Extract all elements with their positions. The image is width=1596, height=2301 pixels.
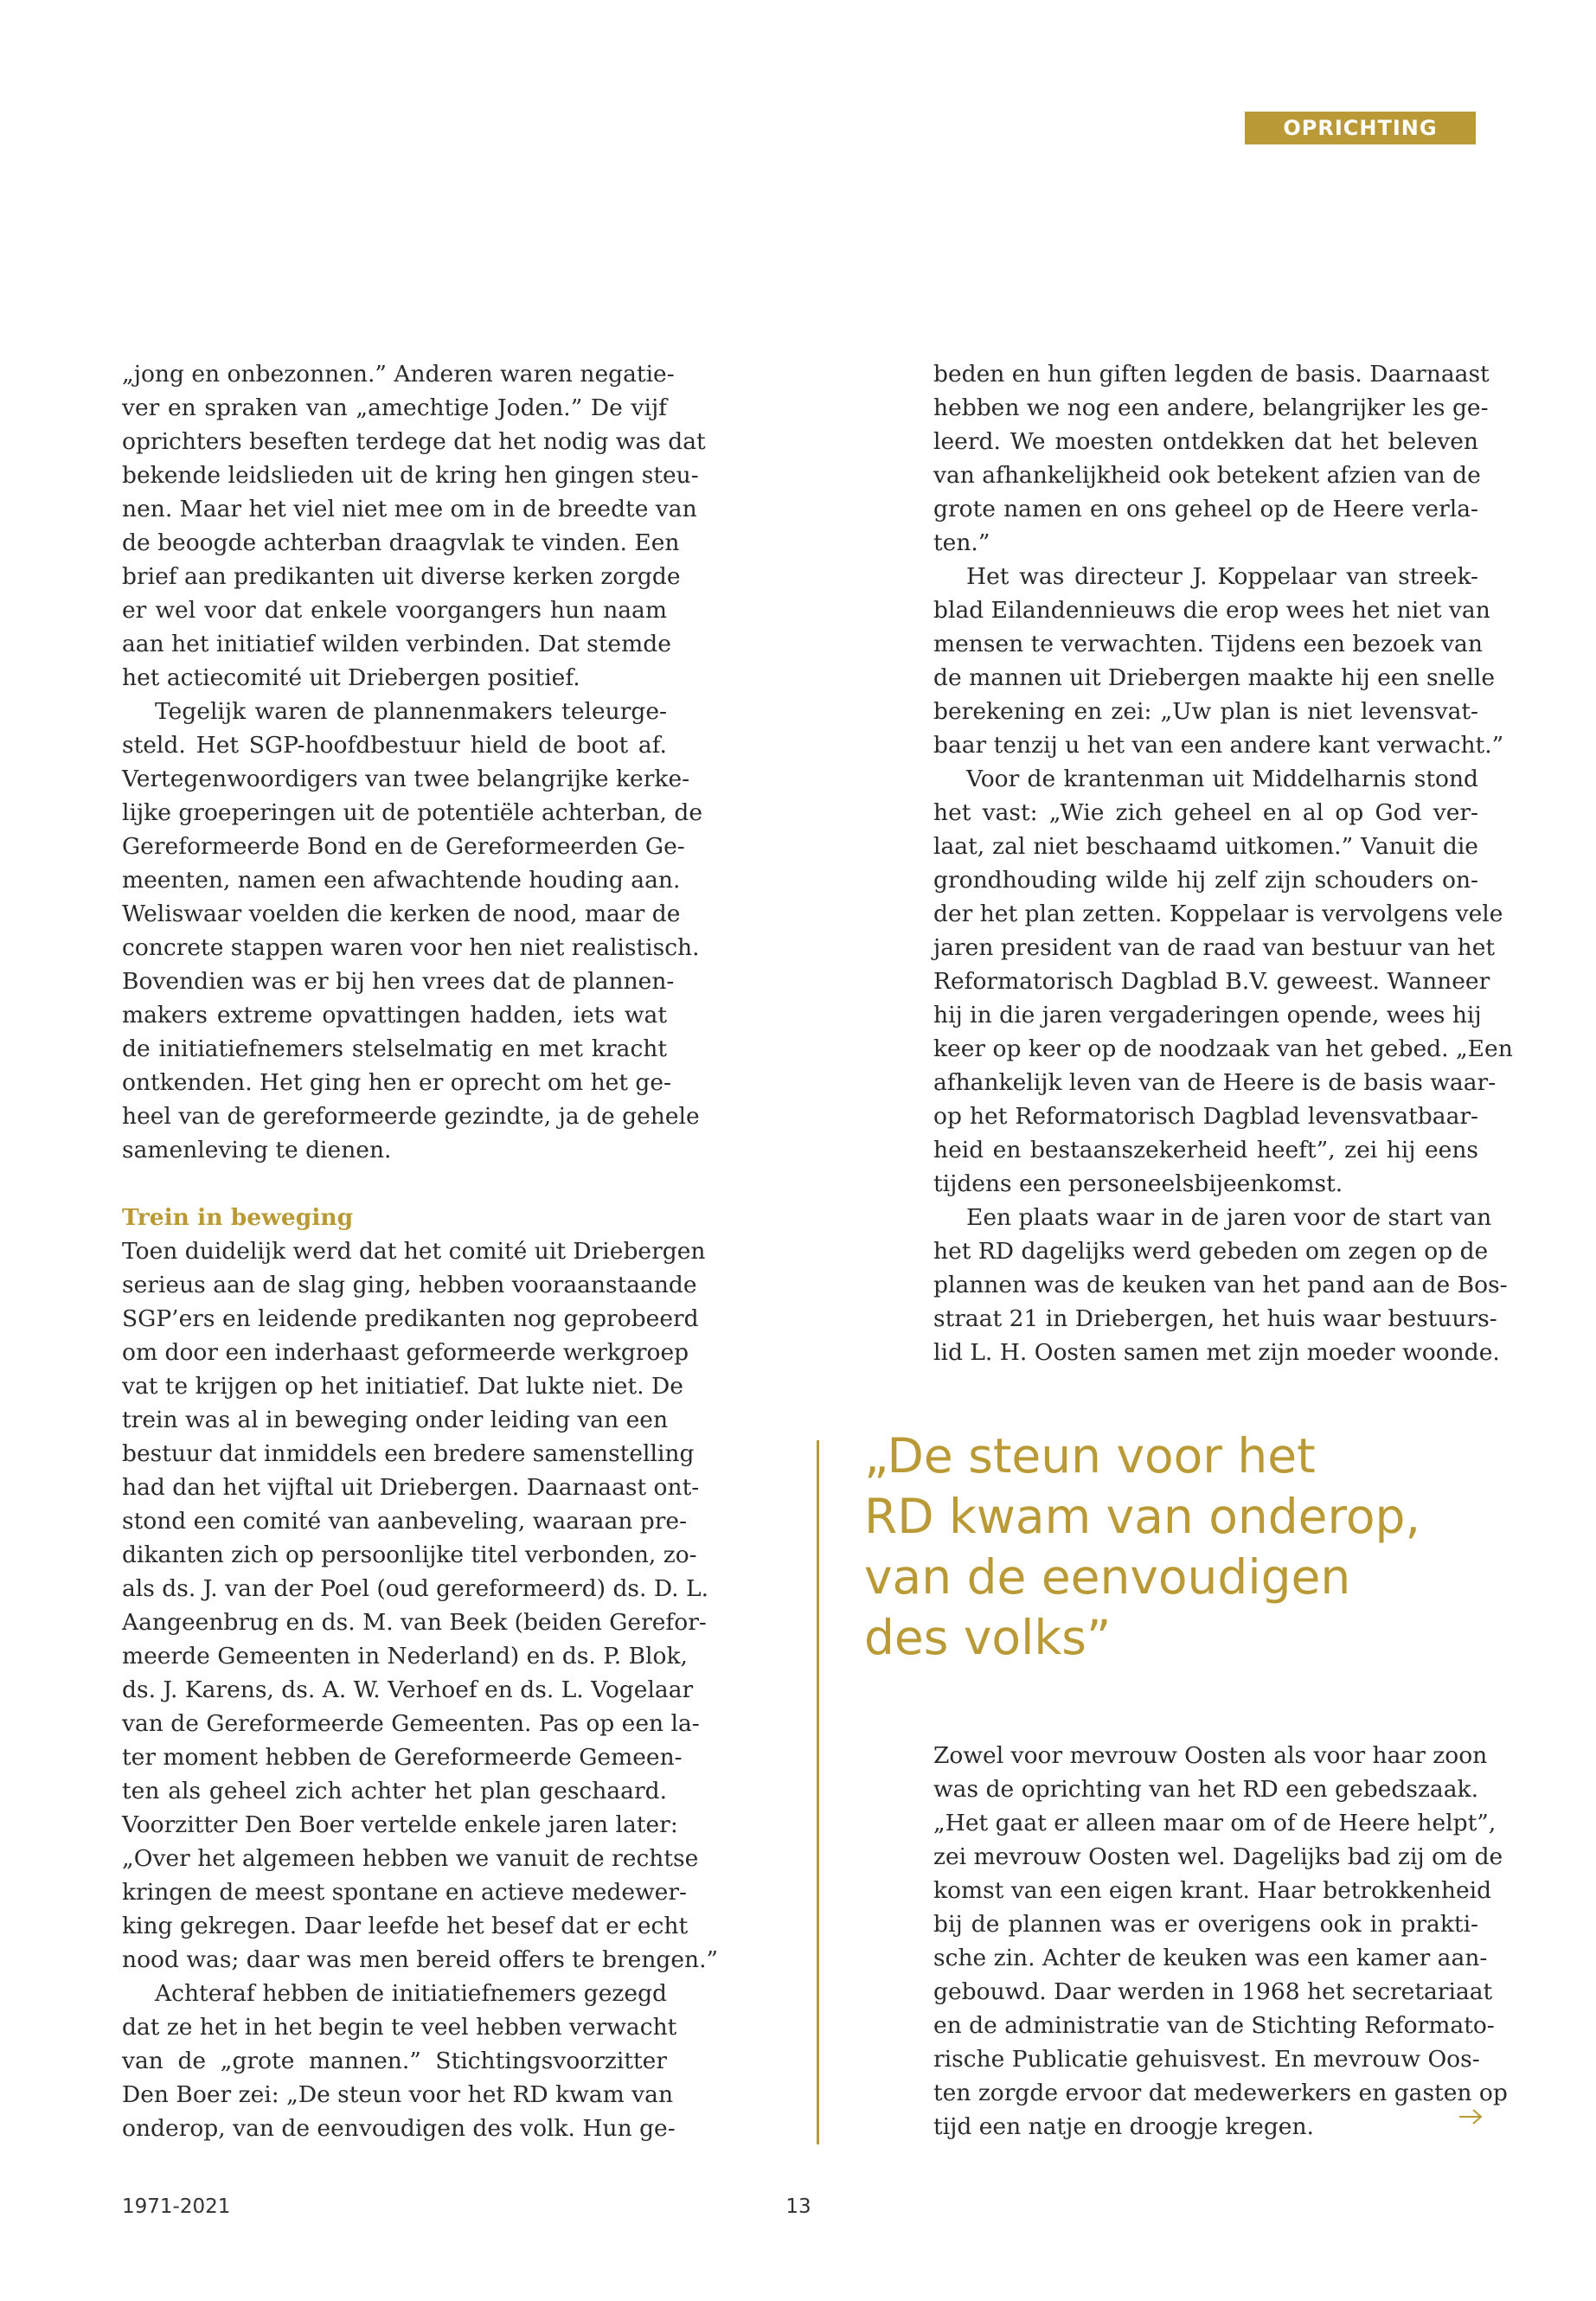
text-line: SGP’ers en leidende predikanten nog geprobeerd xyxy=(122,1305,699,1332)
article-column-right-top xyxy=(933,357,1513,1369)
text-line: samenleving te dienen. xyxy=(122,1137,392,1163)
text-line: ontkenden. Het ging hen er oprecht om het ge- xyxy=(122,1069,671,1096)
text-line: beden en hun giften legden de basis. Daarnaast xyxy=(933,361,1490,388)
text-line: grondhouding wilde hij zelf zijn schouders on- xyxy=(933,867,1478,894)
text-line: baar tenzij u het van een andere kant verwacht.” xyxy=(933,732,1504,759)
text-line: ter moment hebben de Gereformeerde Gemeen- xyxy=(122,1744,683,1771)
text-line: steld. Het SGP-hoofdbestuur hield de boot af. xyxy=(122,732,667,759)
text-line: van afhankelijkheid ook betekent afzien van de xyxy=(933,462,1481,489)
text-line: meenten, namen een afwachtende houding aan. xyxy=(122,867,681,894)
pull-quote-line: van de eenvoudigen xyxy=(864,1549,1351,1605)
text-line: Weliswaar voelden die kerken de nood, maar de xyxy=(122,901,681,927)
text-line: leerd. We moesten ontdekken dat het beleven xyxy=(933,428,1478,455)
text-line: plannen was de keuken van het pand aan de Bos- xyxy=(933,1272,1508,1298)
text-line: laat, zal niet beschaamd uitkomen.” Vanuit die xyxy=(933,833,1478,860)
text-line: berekening en zei: „Uw plan is niet levensvat- xyxy=(933,698,1478,725)
text-line: dat ze het in het begin te veel hebben verwacht xyxy=(122,2014,677,2041)
text-line: nen. Maar het viel niet mee om in de breedte van xyxy=(122,496,697,522)
text-line: de beoogde achterban draagvlak te vinden. Een xyxy=(122,529,680,556)
text-line: oprichters beseften terdege dat het nodig was dat xyxy=(122,428,706,455)
text-line: ver en spraken van „amechtige Joden.” De vijf xyxy=(122,394,667,421)
text-line: Toen duidelijk werd dat het comité uit Driebergen xyxy=(122,1238,706,1265)
text-line: makers extreme opvattingen hadden, iets wat xyxy=(122,1002,667,1029)
text-line: onderop, van de eenvoudigen des volk. Hun ge- xyxy=(122,2115,676,2142)
text-line: aan het initiatief wilden verbinden. Dat stemde xyxy=(122,631,671,657)
text-line: kringen de meest spontane en actieve medewer- xyxy=(122,1879,687,1906)
text-line: Een plaats waar in de jaren voor de start van xyxy=(966,1204,1492,1231)
text-line: concrete stappen waren voor hen niet realistisch. xyxy=(122,934,700,961)
footer-years: 1971-2021 xyxy=(122,2195,231,2218)
text-line: de mannen uit Driebergen maakte hij een snelle xyxy=(933,664,1496,691)
text-line: serieus aan de slag ging, hebben vooraanstaande xyxy=(122,1272,697,1298)
text-line: rische Publicatie gehuisvest. En mevrouw Oos- xyxy=(933,2046,1480,2073)
text-line: van de „grote mannen.” Stichtingsvoorzitter xyxy=(122,2048,667,2074)
text-line: afhankelijk leven van de Heere is de basis waar- xyxy=(933,1069,1497,1096)
text-line: het RD dagelijks werd gebeden om zegen op de xyxy=(933,1238,1489,1265)
text-line: hij in die jaren vergaderingen opende, wees hij xyxy=(933,1002,1482,1029)
article-column-right-bottom xyxy=(933,1739,1508,2144)
text-line: Bovendien was er bij hen vrees dat de plannen- xyxy=(122,968,675,995)
text-line: Reformatorisch Dagblad B.V. geweest. Wanneer xyxy=(933,968,1490,995)
text-line: Het was directeur J. Koppelaar van streek- xyxy=(966,563,1478,590)
text-line: gebouwd. Daar werden in 1968 het secretariaat xyxy=(933,1978,1493,2005)
text-line: stond een comité van aanbeveling, waaraan pre- xyxy=(122,1508,688,1535)
text-line: het actiecomité uit Driebergen positief. xyxy=(122,664,580,691)
text-line: king gekregen. Daar leefde het besef dat er echt xyxy=(122,1913,689,1939)
text-line: sche zin. Achter de keuken was een kamer aan- xyxy=(933,1945,1488,1971)
text-line: vat te krijgen op het initiatief. Dat lukte niet. De xyxy=(122,1373,683,1400)
text-line: Zowel voor mevrouw Oosten als voor haar zoon xyxy=(933,1742,1488,1769)
pull-quote-line: des volks” xyxy=(864,1610,1112,1665)
text-line: „Over het algemeen hebben we vanuit de rechtse xyxy=(122,1845,699,1872)
text-line: Aangeenbrug en ds. M. van Beek (beiden Gerefor- xyxy=(122,1609,707,1636)
pull-quote-line: „De steun voor het xyxy=(864,1428,1316,1484)
text-line: Vertegenwoordigers van twee belangrijke kerke- xyxy=(122,766,690,792)
text-line: er wel voor dat enkele voorgangers hun naam xyxy=(122,597,667,624)
text-line: Tegelijk waren de plannenmakers teleurge- xyxy=(155,698,667,725)
arrow-right-icon[interactable] xyxy=(1458,2108,1483,2125)
text-line: jaren president van de raad van bestuur van het xyxy=(933,934,1496,961)
pull-quote xyxy=(864,1426,1487,1668)
text-line: Den Boer zei: „De steun voor het RD kwam van xyxy=(122,2081,674,2108)
text-line: had dan het vijftal uit Driebergen. Daarnaast ont- xyxy=(122,1474,700,1501)
text-line: ds. J. Karens, ds. A. W. Verhoef en ds. L. Vogelaar xyxy=(122,1676,694,1703)
text-line: Voor de krantenman uit Middelharnis stond xyxy=(966,766,1478,792)
paragraph-gap xyxy=(122,1167,667,1201)
text-line: bestuur dat inmiddels een bredere samenstelling xyxy=(122,1440,695,1467)
text-line: als ds. J. van der Poel (oud gereformeerd) ds. D. L. xyxy=(122,1575,709,1602)
text-line: „Het gaat er alleen maar om of de Heere helpt”, xyxy=(933,1810,1497,1836)
text-line: grote namen en ons geheel op de Heere verla- xyxy=(933,496,1478,522)
text-line: meerde Gemeenten in Nederland) en ds. P. Blok, xyxy=(122,1643,688,1670)
text-line: blad Eilandennieuws die erop wees het niet van xyxy=(933,597,1490,624)
text-line: heid en bestaanszekerheid heeft”, zei hij eens xyxy=(933,1137,1478,1163)
text-line: tijdens een personeelsbijeenkomst. xyxy=(933,1170,1343,1197)
text-line: en de administratie van de Stichting Reformato- xyxy=(933,2012,1495,2039)
text-line: het vast: „Wie zich geheel en al op God ver- xyxy=(933,799,1478,826)
text-line: Voorzitter Den Boer vertelde enkele jaren later: xyxy=(122,1811,678,1838)
text-line: Gereformeerde Bond en de Gereformeerden Ge- xyxy=(122,833,685,860)
text-line: lid L. H. Oosten samen met zijn moeder woonde. xyxy=(933,1339,1500,1366)
text-line: van de Gereformeerde Gemeenten. Pas op een la- xyxy=(122,1710,700,1737)
text-line: ten zorgde ervoor dat medewerkers en gasten op xyxy=(933,2080,1508,2106)
article-column-left xyxy=(122,357,719,2145)
text-line: de initiatiefnemers stelselmatig en met kracht xyxy=(122,1035,667,1062)
text-line: der het plan zetten. Koppelaar is vervolgens vele xyxy=(933,901,1503,927)
text-line: ten als geheel zich achter het plan geschaard. xyxy=(122,1778,667,1804)
text-line: ten.” xyxy=(933,529,990,556)
text-line: keer op keer op de noodzaak van het gebed. „Een xyxy=(933,1035,1513,1062)
text-line: nood was; daar was men bereid offers te brengen.” xyxy=(122,1946,719,1973)
text-line: straat 21 in Driebergen, het huis waar bestuurs- xyxy=(933,1305,1497,1332)
text-line: tijd een natje en droogje kregen. xyxy=(933,2113,1314,2140)
text-line: op het Reformatorisch Dagblad levensvatbaar- xyxy=(933,1103,1478,1130)
text-line: bij de plannen was er overigens ook in prakti- xyxy=(933,1911,1478,1938)
text-line: was de oprichting van het RD een gebedszaak. xyxy=(933,1776,1478,1803)
text-line: Achteraf hebben de initiatiefnemers gezegd xyxy=(155,1980,667,2007)
text-line: heel van de gereformeerde gezindte, ja de gehele xyxy=(122,1103,700,1130)
page-number: 13 xyxy=(785,2195,811,2218)
text-line: dikanten zich op persoonlijke titel verbonden, zo- xyxy=(122,1541,697,1568)
text-line: bekende leidslieden uit de kring hen gingen steu- xyxy=(122,462,699,489)
text-line: „jong en onbezonnen.” Anderen waren negatie- xyxy=(122,361,675,388)
text-line: om door een inderhaast geformeerde werkgroep xyxy=(122,1339,689,1366)
text-line: hebben we nog een andere, belangrijker les ge- xyxy=(933,394,1489,421)
pull-quote-rule xyxy=(817,1440,819,2144)
subheading: Trein in beweging xyxy=(122,1204,354,1231)
text-line: lijke groeperingen uit de potentiële achterban, de xyxy=(122,799,703,826)
text-line: komst van een eigen krant. Haar betrokkenheid xyxy=(933,1877,1492,1904)
pull-quote-line: RD kwam van onderop, xyxy=(864,1489,1420,1544)
text-line: mensen te verwachten. Tijdens een bezoek van xyxy=(933,631,1483,657)
text-line: zei mevrouw Oosten wel. Dagelijks bad zij om de xyxy=(933,1843,1503,1870)
section-tag: OPRICHTING xyxy=(1245,112,1476,144)
text-line: trein was al in beweging onder leiding van een xyxy=(122,1407,669,1433)
text-line: brief aan predikanten uit diverse kerken zorgde xyxy=(122,563,681,590)
